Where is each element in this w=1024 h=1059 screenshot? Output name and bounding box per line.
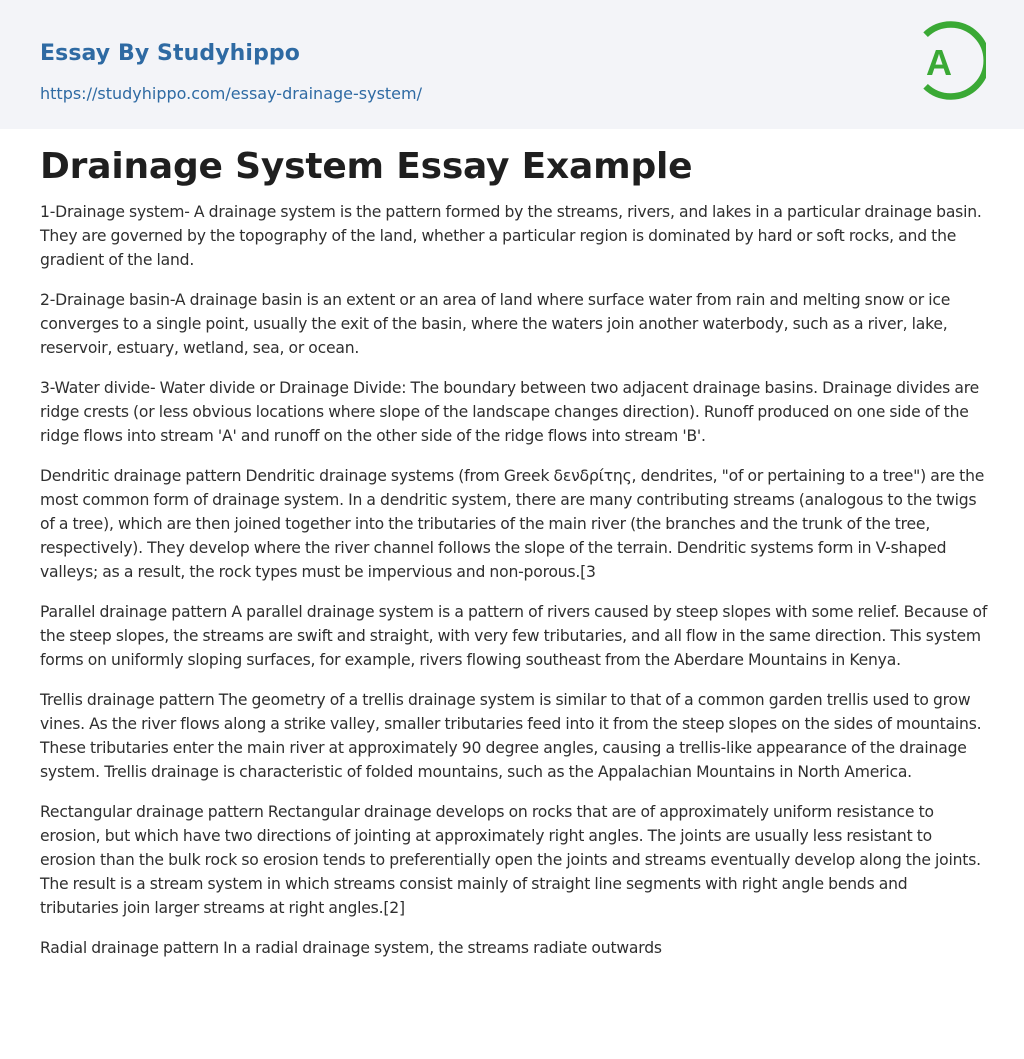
- article-body: [40, 140, 988, 976]
- paragraph: Trellis drainage pattern The geometry of a trellis drainage system is similar to that of a common garden trellis used to grow vines. As the river flows along a strike valley, smaller tributaries feed into it from the steep slopes on the sides of mountains. These tributaries enter the main river at approximately 90 degree angles, causing a trellis-like appearance of the drainage system. Trellis drainage is characteristic of folded mountains, such as the Appalachian Mountains in North America.: [40, 691, 982, 781]
- paragraph: 1-Drainage system- A drainage system is the pattern formed by the streams, rivers, and lakes in a particular drainage basin. They are governed by the topography of the land, whether a particular region is dominated by hard or soft rocks, and the gradient of the land.: [40, 203, 982, 269]
- studyhippo-logo-icon[interactable]: [914, 19, 986, 105]
- paragraph: Parallel drainage pattern A parallel drainage system is a pattern of rivers caused by steep slopes with some relief. Because of the steep slopes, the streams are swift and straight, with very few tributaries, and all flow in the same direction. This system forms on uniformly sloping surfaces, for example, rivers flowing southeast from the Aberdare Mountains in Kenya.: [40, 603, 988, 669]
- paragraph: 3-Water divide- Water divide or Drainage Divide: The boundary between two adjacent drainage basins. Drainage divides are ridge crests (or less obvious locations where slope of the landscape changes direction). Runoff produced on one side of the ridge flows into stream 'A' and runoff on the other side of the ridge flows into stream 'B'.: [40, 379, 979, 445]
- paragraph: Dendritic drainage pattern Dendritic drainage systems (from Greek δενδρίτης, dendrites, "of or pertaining to a tree") are the most common form of drainage system. In a dendritic system, there are many contributing streams (analogous to the twigs of a tree), which are then joined together into the tributaries of the main river (the branches and the trunk of the tree, respectively). They develop where the river channel follows the slope of the terrain. Dendritic systems form in V-shaped valleys; as a result, the rock types must be impervious and non-porous.[3: [40, 467, 985, 581]
- paragraph: Rectangular drainage pattern Rectangular drainage develops on rocks that are of approximately uniform resistance to erosion, but which have two directions of jointing at approximately right angles. The joints are usually less resistant to erosion than the bulk rock so erosion tends to preferentially open the joints and streams eventually develop along the joints. The result is a stream system in which streams consist mainly of straight line segments with right angle bends and tributaries join larger streams at right angles.[2]: [40, 803, 981, 917]
- site-header: [0, 0, 1024, 129]
- logo-letter: A: [926, 42, 952, 83]
- paragraph: Radial drainage pattern In a radial drainage system, the streams radiate outwards: [40, 939, 662, 957]
- page-url-link[interactable]: https://studyhippo.com/essay-drainage-system/: [40, 84, 422, 103]
- page-title: Drainage System Essay Example: [40, 146, 693, 187]
- site-name[interactable]: Essay By Studyhippo: [40, 41, 300, 66]
- paragraph: 2-Drainage basin-A drainage basin is an extent or an area of land where surface water from rain and melting snow or ice converges to a single point, usually the exit of the basin, where the waters join another waterbody, such as a river, lake, reservoir, estuary, wetland, sea, or ocean.: [40, 291, 951, 357]
